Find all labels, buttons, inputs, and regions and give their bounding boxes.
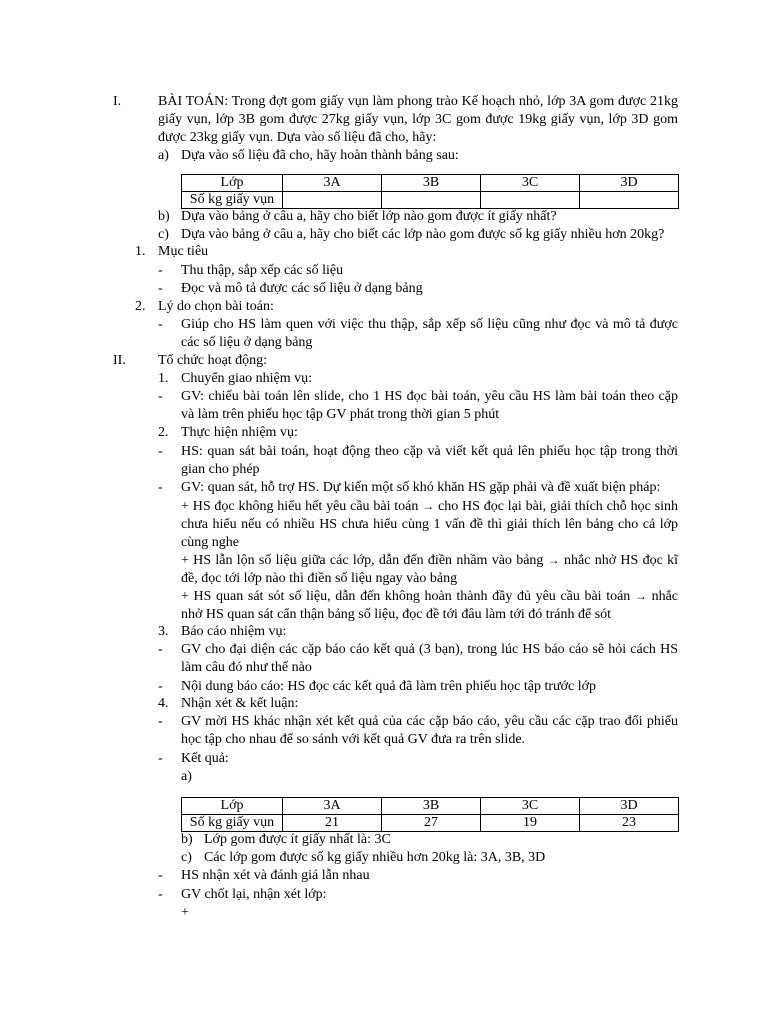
step-4-heading: Nhận xét & kết luận: (181, 696, 299, 711)
question-b-text: Dựa vào bảng ở câu a, hãy cho biết lớp nào gom được ít giấy nhất? (181, 209, 557, 224)
difficulty-item (181, 551, 678, 588)
bullet-dash: - (158, 887, 163, 902)
result-b-marker: b) (181, 832, 193, 847)
step-4-item: HS nhận xét và đánh giá lẫn nhau (181, 868, 370, 883)
result-b-text: Lớp gom được ít giấy nhất là: 3C (204, 832, 391, 847)
table-row-label: Số kg giấy vụn (182, 815, 283, 832)
table-cell: 27 (382, 815, 481, 832)
step-3-item: GV cho đại diện các cặp báo cáo kết quả (3 bạn), trong lúc HS báo cáo sẽ hỏi cách HS làm câu đó như thế nào (181, 642, 678, 675)
table-header-cell: 3B (382, 798, 481, 815)
table-header-cell: 3A (283, 175, 382, 192)
table-header-cell: 3C (481, 175, 580, 192)
bullet-dash: - (158, 714, 163, 729)
difficulty-problem: + HS đọc không hiểu hết yêu cầu bài toán (181, 499, 419, 514)
difficulty-problem: + HS lẫn lộn số liệu giữa các lớp, dẫn đến điền nhầm vào bảng (181, 553, 544, 568)
table-header-row (182, 798, 679, 815)
bullet-dash: - (158, 480, 163, 495)
step-3-heading: Báo cáo nhiệm vụ: (181, 624, 287, 639)
arrow-right-icon: → (634, 589, 647, 603)
objectives-heading: Mục tiêu (158, 244, 209, 259)
objective-item: Đọc và mô tả được các số liệu ở dạng bảng (181, 281, 423, 296)
step-3-item: Nội dung báo cáo: HS đọc các kết quả đã làm trên phiếu học tập trước lớp (181, 679, 597, 694)
table-cell: 23 (580, 815, 679, 832)
difficulty-solution: cho HS đọc lại bài, giải thích chỗ học sinh chưa hiểu nếu có nhiều HS chưa hiểu cùng 1 vấn đề thì giải thích lên bảng cho cả lớp cùng nghe (181, 499, 678, 550)
plus-marker: + (181, 905, 189, 920)
reason-number: 2. (135, 299, 146, 314)
result-c-marker: c) (181, 850, 192, 865)
bullet-dash: - (158, 263, 163, 278)
table-header-cell: 3C (481, 798, 580, 815)
bullet-dash: - (158, 444, 163, 459)
difficulty-item (181, 587, 678, 624)
result-c-text: Các lớp gom được số kg giấy nhiều hơn 20kg là: 3A, 3B, 3D (204, 850, 546, 865)
table-cell (481, 192, 580, 209)
bullet-dash: - (158, 281, 163, 296)
reason-heading: Lý do chọn bài toán: (158, 299, 274, 314)
section-2-roman: II. (113, 353, 126, 368)
table-header-cell: 3B (382, 175, 481, 192)
question-c-marker: c) (158, 227, 169, 242)
reason-item: Giúp cho HS làm quen với việc thu thập, sắp xếp số liệu cũng như đọc và mô tả được các số liệu ở dạng bảng (181, 317, 678, 350)
question-a-text: Dựa vào số liệu đã cho, hãy hoàn thành bảng sau: (181, 148, 459, 163)
table-cell (580, 192, 679, 209)
table-header-cell: Lớp (182, 175, 283, 192)
bullet-dash: - (158, 751, 163, 766)
step-1-number: 1. (158, 371, 169, 386)
arrow-right-icon: → (547, 553, 560, 567)
question-c-text: Dựa vào bảng ở câu a, hãy cho biết các lớp nào gom được số kg giấy nhiều hơn 20kg? (181, 227, 665, 242)
step-2-heading: Thực hiện nhiệm vụ: (181, 425, 298, 440)
step-1-heading: Chuyển giao nhiệm vụ: (181, 371, 313, 386)
problem-statement: BÀI TOÁN: Trong đợt gom giấy vụn làm phong trào Kế hoạch nhỏ, lớp 3A gom được 21kg giấy vụn, lớp 3B gom được 27kg giấy vụn, lớp 3C gom được 19kg giấy vụn, lớp 3D gom được 23kg giấy vụn. Dựa vào số liệu đã cho, hãy: (158, 94, 678, 145)
table-row (182, 815, 679, 832)
difficulty-problem: + HS quan sát sót số liệu, dẫn đến không hoàn thành đầy đủ yêu cầu bài toán (181, 589, 631, 604)
table-cell (382, 192, 481, 209)
section-2-title: Tổ chức hoạt động: (158, 353, 268, 368)
table-cell: 21 (283, 815, 382, 832)
table-header-cell: 3D (580, 798, 679, 815)
step-4-item: Kết quả: (181, 751, 229, 766)
step-3-number: 3. (158, 624, 169, 639)
question-b-marker: b) (158, 209, 170, 224)
step-1-item: GV: chiếu bài toán lên slide, cho 1 HS đọc bài toán, yêu cầu HS làm bài toán theo cặp và làm trên phiếu học tập GV phát trong thời gian 5 phút (181, 389, 678, 422)
table-header-row (182, 175, 679, 192)
step-2-item: HS: quan sát bài toán, hoạt động theo cặp và viết kết quả lên phiếu học tập trong thời gian cho phép (181, 444, 678, 477)
objective-item: Thu thập, sắp xếp các số liệu (181, 263, 344, 278)
bullet-dash: - (158, 642, 163, 657)
question-a-marker: a) (158, 148, 169, 163)
difficulty-item (181, 497, 678, 552)
table-cell: 19 (481, 815, 580, 832)
step-2-number: 2. (158, 425, 169, 440)
arrow-right-icon: → (422, 499, 435, 513)
empty-data-table (181, 174, 679, 209)
bullet-dash: - (158, 317, 163, 332)
bullet-dash: - (158, 389, 163, 404)
objectives-number: 1. (135, 244, 146, 259)
difficulty-solution: nhắc nhở HS quan sát cẩn thận bảng số liệu, đọc đề tới đâu làm tới đó tránh để sót (181, 589, 679, 622)
table-header-cell: 3D (580, 175, 679, 192)
step-2-item: GV: quan sát, hỗ trợ HS. Dự kiến một số khó khăn HS gặp phải và đề xuất biện pháp: (181, 480, 661, 495)
table-header-cell: 3A (283, 798, 382, 815)
step-4-item: GV mời HS khác nhận xét kết quả của các cặp báo cáo, yêu cầu các cặp trao đổi phiếu học tập cho nhau để so sánh với kết quả GV đưa ra trên slide. (181, 714, 678, 747)
step-4-item: GV chốt lại, nhận xét lớp: (181, 887, 327, 902)
result-data-table (181, 797, 679, 832)
step-4-number: 4. (158, 696, 169, 711)
table-header-cell: Lớp (182, 798, 283, 815)
section-1-roman: I. (113, 94, 122, 109)
bullet-dash: - (158, 679, 163, 694)
bullet-dash: - (158, 868, 163, 883)
table-row (182, 192, 679, 209)
table-row-label: Số kg giấy vụn (182, 192, 283, 209)
difficulty-solution: nhắc nhở HS đọc kĩ đề, đọc tới lớp nào thì điền số liệu ngay vào bảng (181, 553, 679, 586)
result-a-marker: a) (181, 769, 192, 784)
table-cell (283, 192, 382, 209)
